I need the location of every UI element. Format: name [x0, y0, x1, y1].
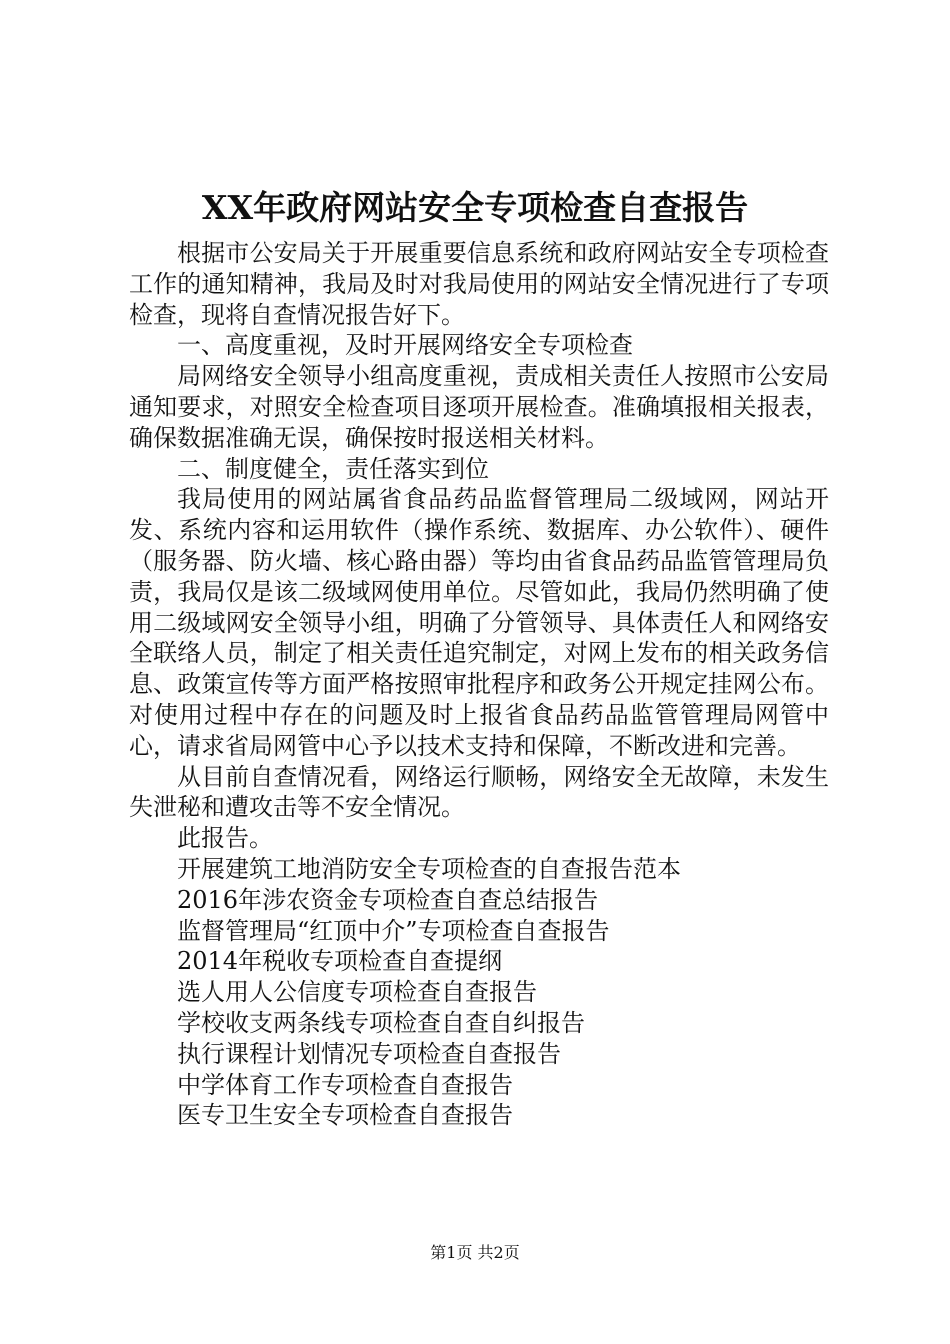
related-link[interactable]: 执行课程计划情况专项检查自查报告: [177, 1039, 561, 1068]
related-link[interactable]: 2016年涉农资金专项检查自查总结报告: [177, 885, 599, 914]
related-links-list: [129, 854, 829, 1131]
document-title: XX年政府网站安全专项检查自查报告: [201, 188, 749, 227]
section-heading-2: 二、制度健全，责任落实到位: [177, 454, 489, 483]
section-heading-1: 一、高度重视，及时开展网络安全专项检查: [177, 331, 633, 360]
related-link[interactable]: 选人用人公信度专项检查自查报告: [177, 978, 537, 1007]
document-body: [129, 238, 829, 1131]
related-link[interactable]: 中学体育工作专项检查自查报告: [177, 1070, 513, 1099]
paragraph-section-2: 我局使用的网站属省食品药品监督管理局二级域网，网站开发、系统内容和运用软件（操作系统、数据库、办公软件）、硬件（服务器、防火墙、核心路由器）等均由省食品药品监管管理局负责，我局仅是该二级域网使用单位。尽管如此，我局仍然明确了使用二级域网安全领导小组，明确了分管领导、具体责任人和网络安全联络人员，制定了相关责任追究制定，对网上发布的相关政务信息、政策宣传等方面严格按照审批程序和政务公开规定挂网公布。对使用过程中存在的问题及时上报省食品药品监管管理局网管中心，请求省局网管中心予以技术支持和保障，不断改进和完善。: [129, 485, 829, 760]
related-link[interactable]: 2014年税收专项检查自查提纲: [177, 947, 503, 976]
paragraph-intro: 根据市公安局关于开展重要信息系统和政府网站安全专项检查工作的通知精神，我局及时对我局使用的网站安全情况进行了专项检查，现将自查情况报告好下。: [129, 239, 829, 329]
related-link[interactable]: 监督管理局“红顶中介”专项检查自查报告: [177, 916, 610, 945]
page-indicator: 第1页 共2页: [430, 1243, 520, 1262]
related-link[interactable]: 开展建筑工地消防安全专项检查的自查报告范本: [177, 854, 681, 883]
paragraph-section-1: 局网络安全领导小组高度重视，责成相关责任人按照市公安局通知要求，对照安全检查项目逐项开展检查。准确填报相关报表，确保数据准确无误，确保按时报送相关材料。: [129, 362, 829, 452]
related-link[interactable]: 学校收支两条线专项检查自查自纠报告: [177, 1008, 585, 1037]
paragraph-conclusion: 从目前自查情况看，网络运行顺畅，网络安全无故障，未发生失泄秘和遭攻击等不安全情况。: [129, 762, 829, 822]
paragraph-closing: 此报告。: [177, 824, 273, 853]
related-link[interactable]: 医专卫生安全专项检查自查报告: [177, 1101, 513, 1130]
